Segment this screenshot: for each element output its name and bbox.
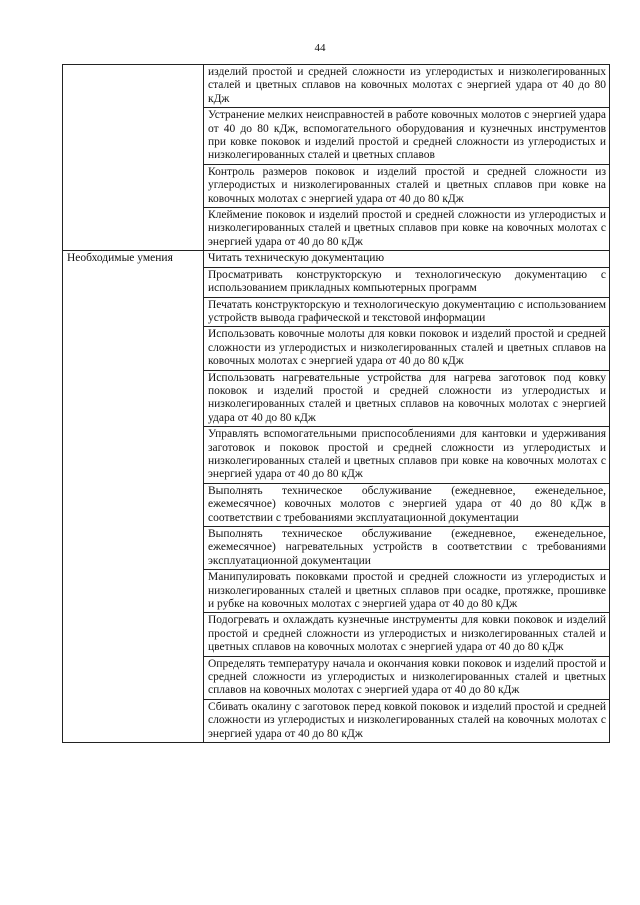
table-cell: Выполнять техническое обслуживание (ежедневное, еженедельное, ежемесячное) нагревательных устройств в соответствии с требованиями эксплуатационной документации [204, 527, 610, 570]
table-cell: изделий простой и средней сложности из углеродистых и низколегированных сталей и цветных сплавов на ковочных молотах с энергией удара от 40 до 80 кДж [204, 65, 610, 108]
table-cell: Использовать ковочные молоты для ковки поковок и изделий простой и средней сложности из углеродистых и низколегированных сталей и цветных сплавов на ковочных молотах с энергией удара от 40 до 80 кДж [204, 327, 610, 370]
page-number: 44 [314, 42, 326, 54]
document-table [62, 64, 610, 743]
table-cell: Сбивать окалину с заготовок перед ковкой поковок и изделий простой и средней сложности из углеродистых и низколегированных сталей на ковочных молотах с энергией удара от 40 до 80 кДж [204, 699, 610, 742]
table-cell: Читать техническую документацию [204, 251, 610, 267]
table-cell: Манипулировать поковками простой и средней сложности из углеродистых и низколегированных сталей и цветных сплавов при осадке, протяжке, прошивке и рубке на ковочных молотах с энергией удара от 40 до 80 кДж [204, 570, 610, 613]
table-cell: Использовать нагревательные устройства для нагрева заготовок под ковку поковок и изделий простой и средней сложности из углеродистых и низколегированных сталей и цветных сплавов на ковочных молотах с энергией удара от 40 до 80 кДж [204, 370, 610, 427]
section-label: Необходимые умения [63, 251, 204, 743]
table-cell: Клеймение поковок и изделий простой и средней сложности из углеродистых и низколегированных сталей и цветных сплавов при ковке на ковочных молотах с энергией удара от 40 до 80 кДж [204, 208, 610, 251]
table-cell: Управлять вспомогательными приспособлениями для кантовки и удерживания заготовок и поковок простой и средней сложности из углеродистых и низколегированных сталей и цветных сплавов при ковке на ковочных молотах с энергией удара от 40 до 80 кДж [204, 427, 610, 484]
empty-label-cell [63, 65, 204, 251]
table-cell: Подогревать и охлаждать кузнечные инструменты для ковки поковок и изделий простой и средней сложности из углеродистых и низколегированных сталей и цветных сплавов на ковочных молотах с энергией удара от 40 до 80 кДж [204, 613, 610, 656]
table-cell: Печатать конструкторскую и технологическую документацию с использованием устройств вывода графической и текстовой информации [204, 297, 610, 327]
table-cell: Устранение мелких неисправностей в работе ковочных молотов с энергией удара от 40 до 80 кДж, вспомогательного оборудования и кузнечных инструментов при ковке поковок и изделий простой и средней сложности из углеродистых и низколегированных сталей и цветных сплавов [204, 108, 610, 165]
table-cell: Определять температуру начала и окончания ковки поковок и изделий простой и средней сложности из углеродистых и низколегированных сталей и цветных сплавов на ковочных молотах с энергией удара от 40 до 80 кДж [204, 656, 610, 699]
table-cell: Контроль размеров поковок и изделий простой и средней сложности из углеродистых и низколегированных сталей и цветных сплавов при ковке на ковочных молотах с энергией удара от 40 до 80 кДж [204, 164, 610, 207]
table-cell: Выполнять техническое обслуживание (ежедневное, еженедельное, ежемесячное) ковочных молотов с энергией удара от 40 до 80 кДж в соответствии с требованиями эксплуатационной документации [204, 483, 610, 526]
table-row [63, 251, 610, 267]
table-row [63, 65, 610, 108]
table-cell: Просматривать конструкторскую и технологическую документацию с использованием прикладных компьютерных программ [204, 267, 610, 297]
